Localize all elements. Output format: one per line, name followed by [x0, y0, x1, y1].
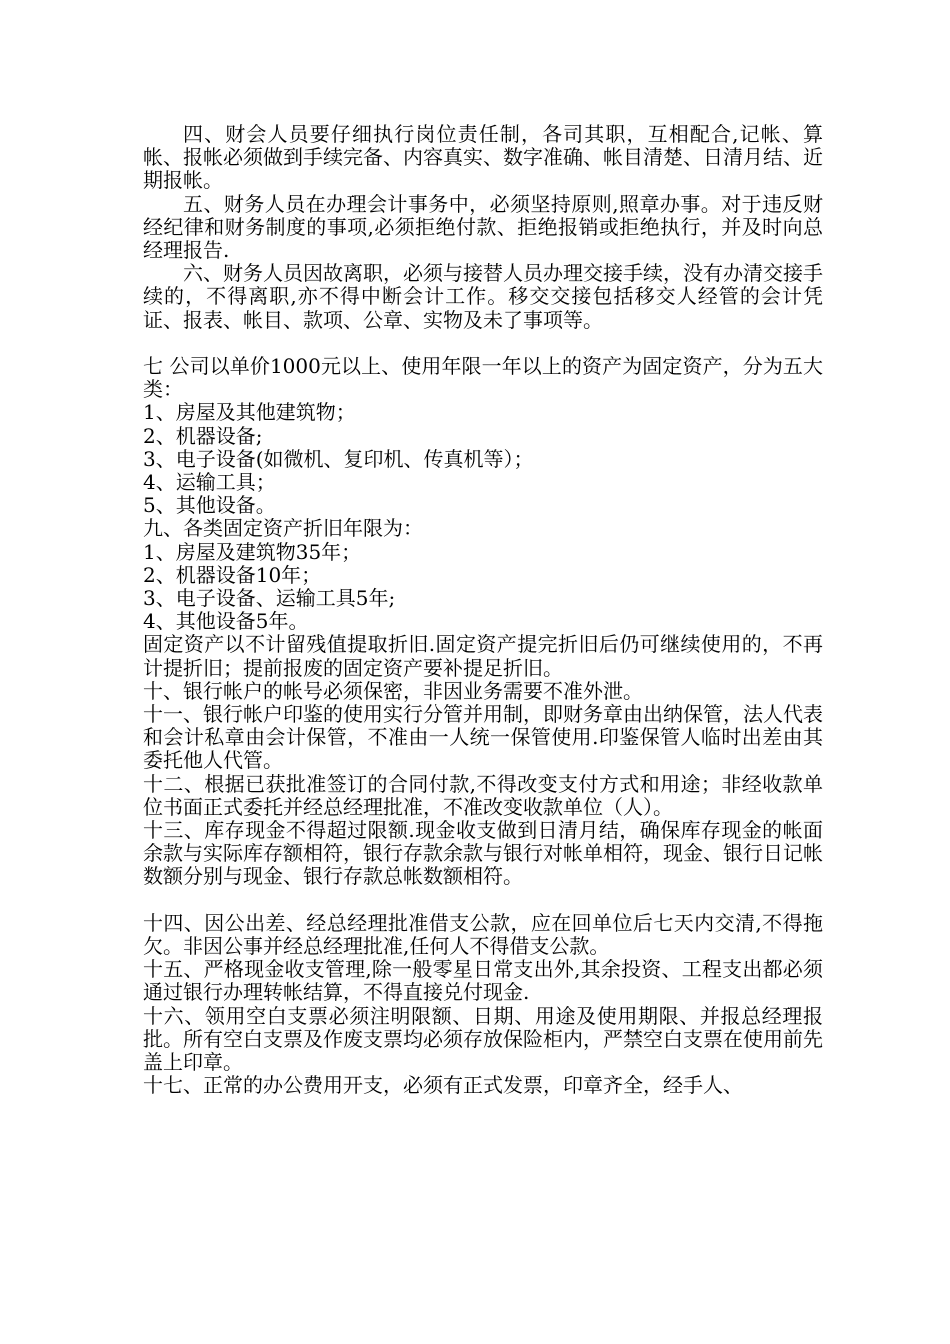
- paragraph: 2、机器设备10年；: [143, 562, 322, 587]
- paragraph: 十二、根据已获批准签订的合同付款,不得改变支付方式和用途；非经收款单位书面正式委托并经总经理批准，不准改变收款单位（人）。: [143, 771, 823, 819]
- paragraph: 3、电子设备、运输工具5年;: [143, 586, 396, 611]
- paragraph: 4、运输工具；: [143, 470, 276, 495]
- paragraph: 七 公司以单价1000元以上、使用年限一年以上的资产为固定资产，分为五大类：: [143, 354, 823, 402]
- paragraph: 十六、领用空白支票必须注明限额、日期、用途及使用期限、并报总经理报批。所有空白支票及作废支票均必须存放保险柜内，严禁空白支票在使用前先盖上印章。: [143, 1003, 823, 1075]
- paragraph: 四、财会人员要仔细执行岗位责任制，各司其职，互相配合,记帐、算帐、报帐必须做到手续完备、内容真实、数字准确、帐目清楚、日清月结、近期报帐。: [143, 122, 823, 193]
- paragraph: 六、财务人员因故离职，必须与接替人员办理交接手续，没有办清交接手续的，不得离职,亦不得中断会计工作。移交交接包括移交人经管的会计凭证、报表、帐目、款项、公章、实物及未了事项等。: [143, 261, 823, 332]
- paragraph: 固定资产以不计留残值提取折旧.固定资产提完折旧后仍可继续使用的，不再计提折旧；提前报废的固定资产要补提足折旧。: [143, 632, 823, 680]
- paragraph-spacer: [143, 332, 823, 355]
- paragraph: 十四、因公出差、经总经理批准借支公款，应在回单位后七天内交清,不得拖欠。非因公事并经总经理批准,任何人不得借支公款。: [143, 910, 823, 959]
- paragraph: 十、银行帐户的帐号必须保密，非因业务需要不准外泄。: [143, 678, 643, 703]
- paragraph: 4、其他设备5年。: [143, 609, 309, 634]
- paragraph: 十五、严格现金收支管理,除一般零星日常支出外,其余投资、工程支出都必须通过银行办理转帐结算，不得直接兑付现金.: [143, 957, 823, 1005]
- paragraph-spacer: [143, 889, 823, 912]
- document-body: [143, 123, 823, 1098]
- paragraph: 五、财务人员在办理会计事务中，必须坚持原则,照章办事。对于违反财经纪律和财务制度的事项,必须拒绝付款、拒绝报销或拒绝执行，并及时向总经理报告.: [143, 191, 823, 263]
- paragraph: 1、房屋及建筑物35年；: [143, 539, 362, 564]
- paragraph: 3、电子设备(如微机、复印机、传真机等）；: [143, 446, 534, 471]
- paragraph: 十一、银行帐户印鉴的使用实行分管并用制，即财务章由出纳保管，法人代表和会计私章由会计保管，不准由一人统一保管使用.印鉴保管人临时出差由其委托他人代管。: [143, 702, 823, 773]
- paragraph: 十三、库存现金不得超过限额.现金收支做到日清月结，确保库存现金的帐面余款与实际库存额相符，银行存款余款与银行对帐单相符，现金、银行日记帐数额分别与现金、银行存款总帐数额相符。: [143, 818, 823, 889]
- paragraph: 九、各类固定资产折旧年限为：: [143, 516, 423, 541]
- paragraph: 十七、正常的办公费用开支，必须有正式发票，印章齐全，经手人、: [143, 1073, 743, 1098]
- paragraph: 1、房屋及其他建筑物；: [143, 400, 356, 425]
- paragraph: 5、其他设备。: [143, 493, 276, 518]
- paragraph: 2、机器设备;: [143, 423, 263, 448]
